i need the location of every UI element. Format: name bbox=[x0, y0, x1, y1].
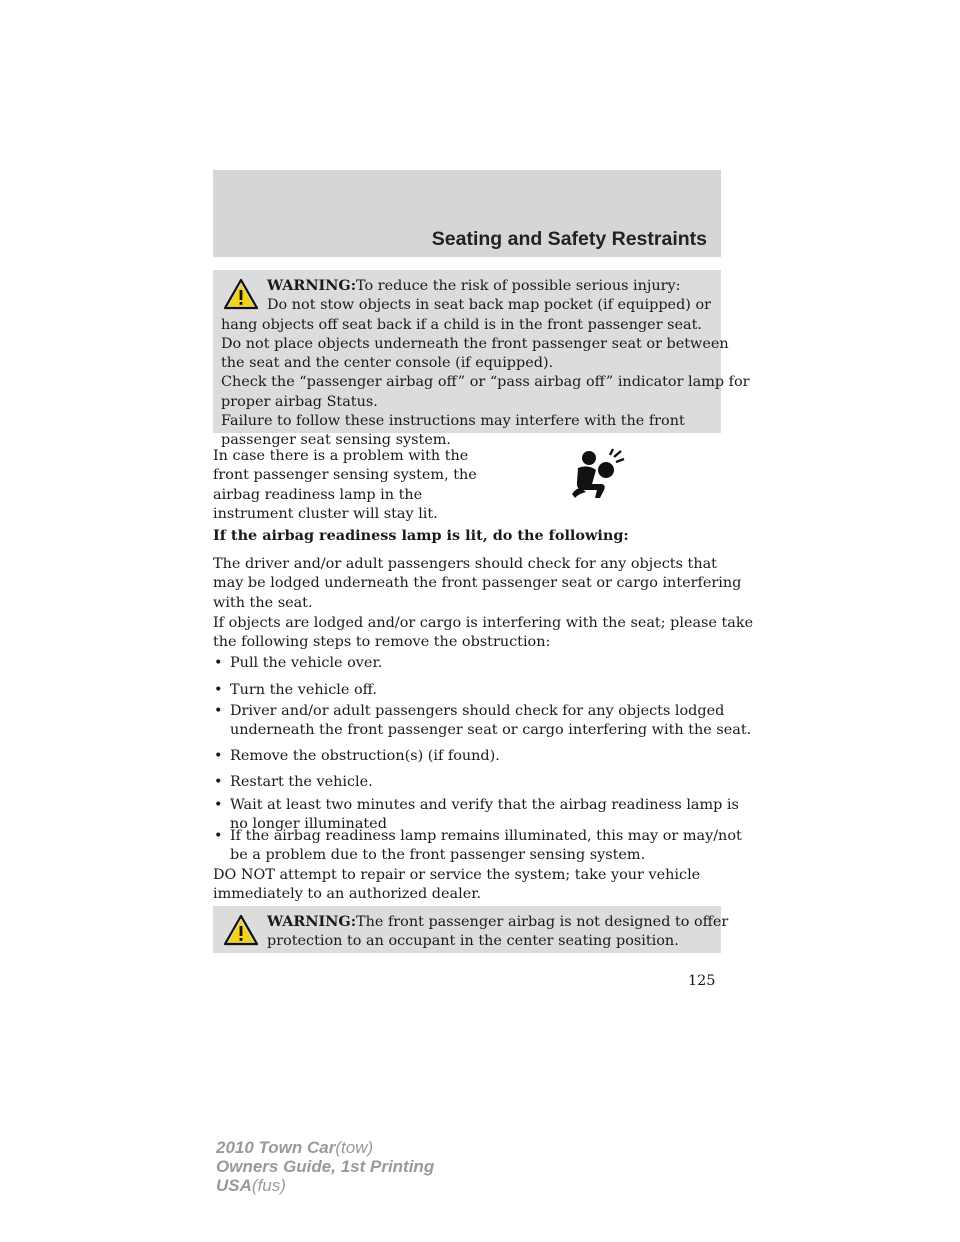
warning-triangle-icon bbox=[223, 914, 259, 946]
warning-line: proper airbag Status. bbox=[221, 393, 378, 410]
list-item: • Driver and/or adult passengers should check for any objects lodged underneath the front passenger seat or cargo interfering with the seat. bbox=[214, 703, 752, 739]
intro-paragraph: In case there is a problem with the front passenger sensing system, the airbag readiness lamp in the instrument cluster will stay lit. bbox=[213, 448, 477, 522]
warning-line: Failure to follow these instructions may interfere with the front bbox=[221, 413, 685, 430]
section-header-bar bbox=[213, 170, 721, 257]
bullet-dot: • bbox=[214, 655, 223, 671]
subheading: If the airbag readiness lamp is lit, do the following: bbox=[213, 527, 629, 544]
warning-line: Do not place objects underneath the front passenger seat or between bbox=[221, 335, 729, 352]
warning-line: Do not stow objects in seat back map pocket (if equipped) or bbox=[267, 297, 712, 314]
warning-line: hang objects off seat back if a child is in the front passenger seat. bbox=[221, 316, 702, 333]
section-title: Seating and Safety Restraints bbox=[431, 228, 707, 250]
warning-line: WARNING:The front passenger airbag is not designed to offer bbox=[267, 913, 729, 930]
bullet-dot: • bbox=[214, 774, 223, 790]
list-item: • Remove the obstruction(s) (if found). bbox=[213, 747, 500, 766]
warning-line: passenger seat sensing system. bbox=[221, 432, 451, 449]
warning-label: WARNING: bbox=[267, 277, 357, 294]
bullet-dot: • bbox=[214, 703, 223, 719]
list-item: • Restart the vehicle. bbox=[213, 773, 373, 792]
warning-line: Check the “passenger airbag off” or “pass airbag off” indicator lamp for bbox=[221, 374, 750, 391]
list-item: • Wait at least two minutes and verify that the airbag readiness lamp is no longer illuminated bbox=[214, 797, 739, 833]
warning-line: the seat and the center console (if equipped). bbox=[221, 355, 554, 372]
list-item: • Pull the vehicle over. bbox=[213, 654, 382, 673]
paragraph-do-not-repair: DO NOT attempt to repair or service the system; take your vehicle immediately to an authorized dealer. bbox=[213, 867, 701, 903]
list-item: • If the airbag readiness lamp remains illuminated, this may or may/not be a problem due to the front passenger sensing system. bbox=[214, 828, 742, 864]
warning-line: WARNING:To reduce the risk of possible serious injury: bbox=[267, 277, 681, 294]
bullet-dot: • bbox=[214, 828, 223, 844]
bullet-dot: • bbox=[214, 682, 223, 698]
warning-box-2 bbox=[213, 906, 729, 953]
document-footer: 2010 Town Car(tow) Owners Guide, 1st Printing USA(fus) bbox=[216, 1138, 435, 1195]
warning-triangle-icon bbox=[223, 278, 259, 310]
bullet-dot: • bbox=[214, 748, 223, 764]
page-number: 125 bbox=[688, 973, 716, 989]
paragraph-steps-intro: If objects are lodged and/or cargo is interfering with the seat; please take the following steps to remove the obstruction: bbox=[213, 615, 754, 651]
warning-line: protection to an occupant in the center seating position. bbox=[267, 933, 679, 950]
warning-label: WARNING: bbox=[267, 913, 357, 930]
bullet-dot: • bbox=[214, 797, 223, 813]
airbag-readiness-icon bbox=[566, 448, 626, 500]
warning-box-1 bbox=[213, 270, 750, 449]
paragraph-check-objects: The driver and/or adult passengers should check for any objects that may be lodged underneath the front passenger seat or cargo interfering with the seat. bbox=[213, 556, 742, 611]
list-item: • Turn the vehicle off. bbox=[213, 681, 377, 700]
